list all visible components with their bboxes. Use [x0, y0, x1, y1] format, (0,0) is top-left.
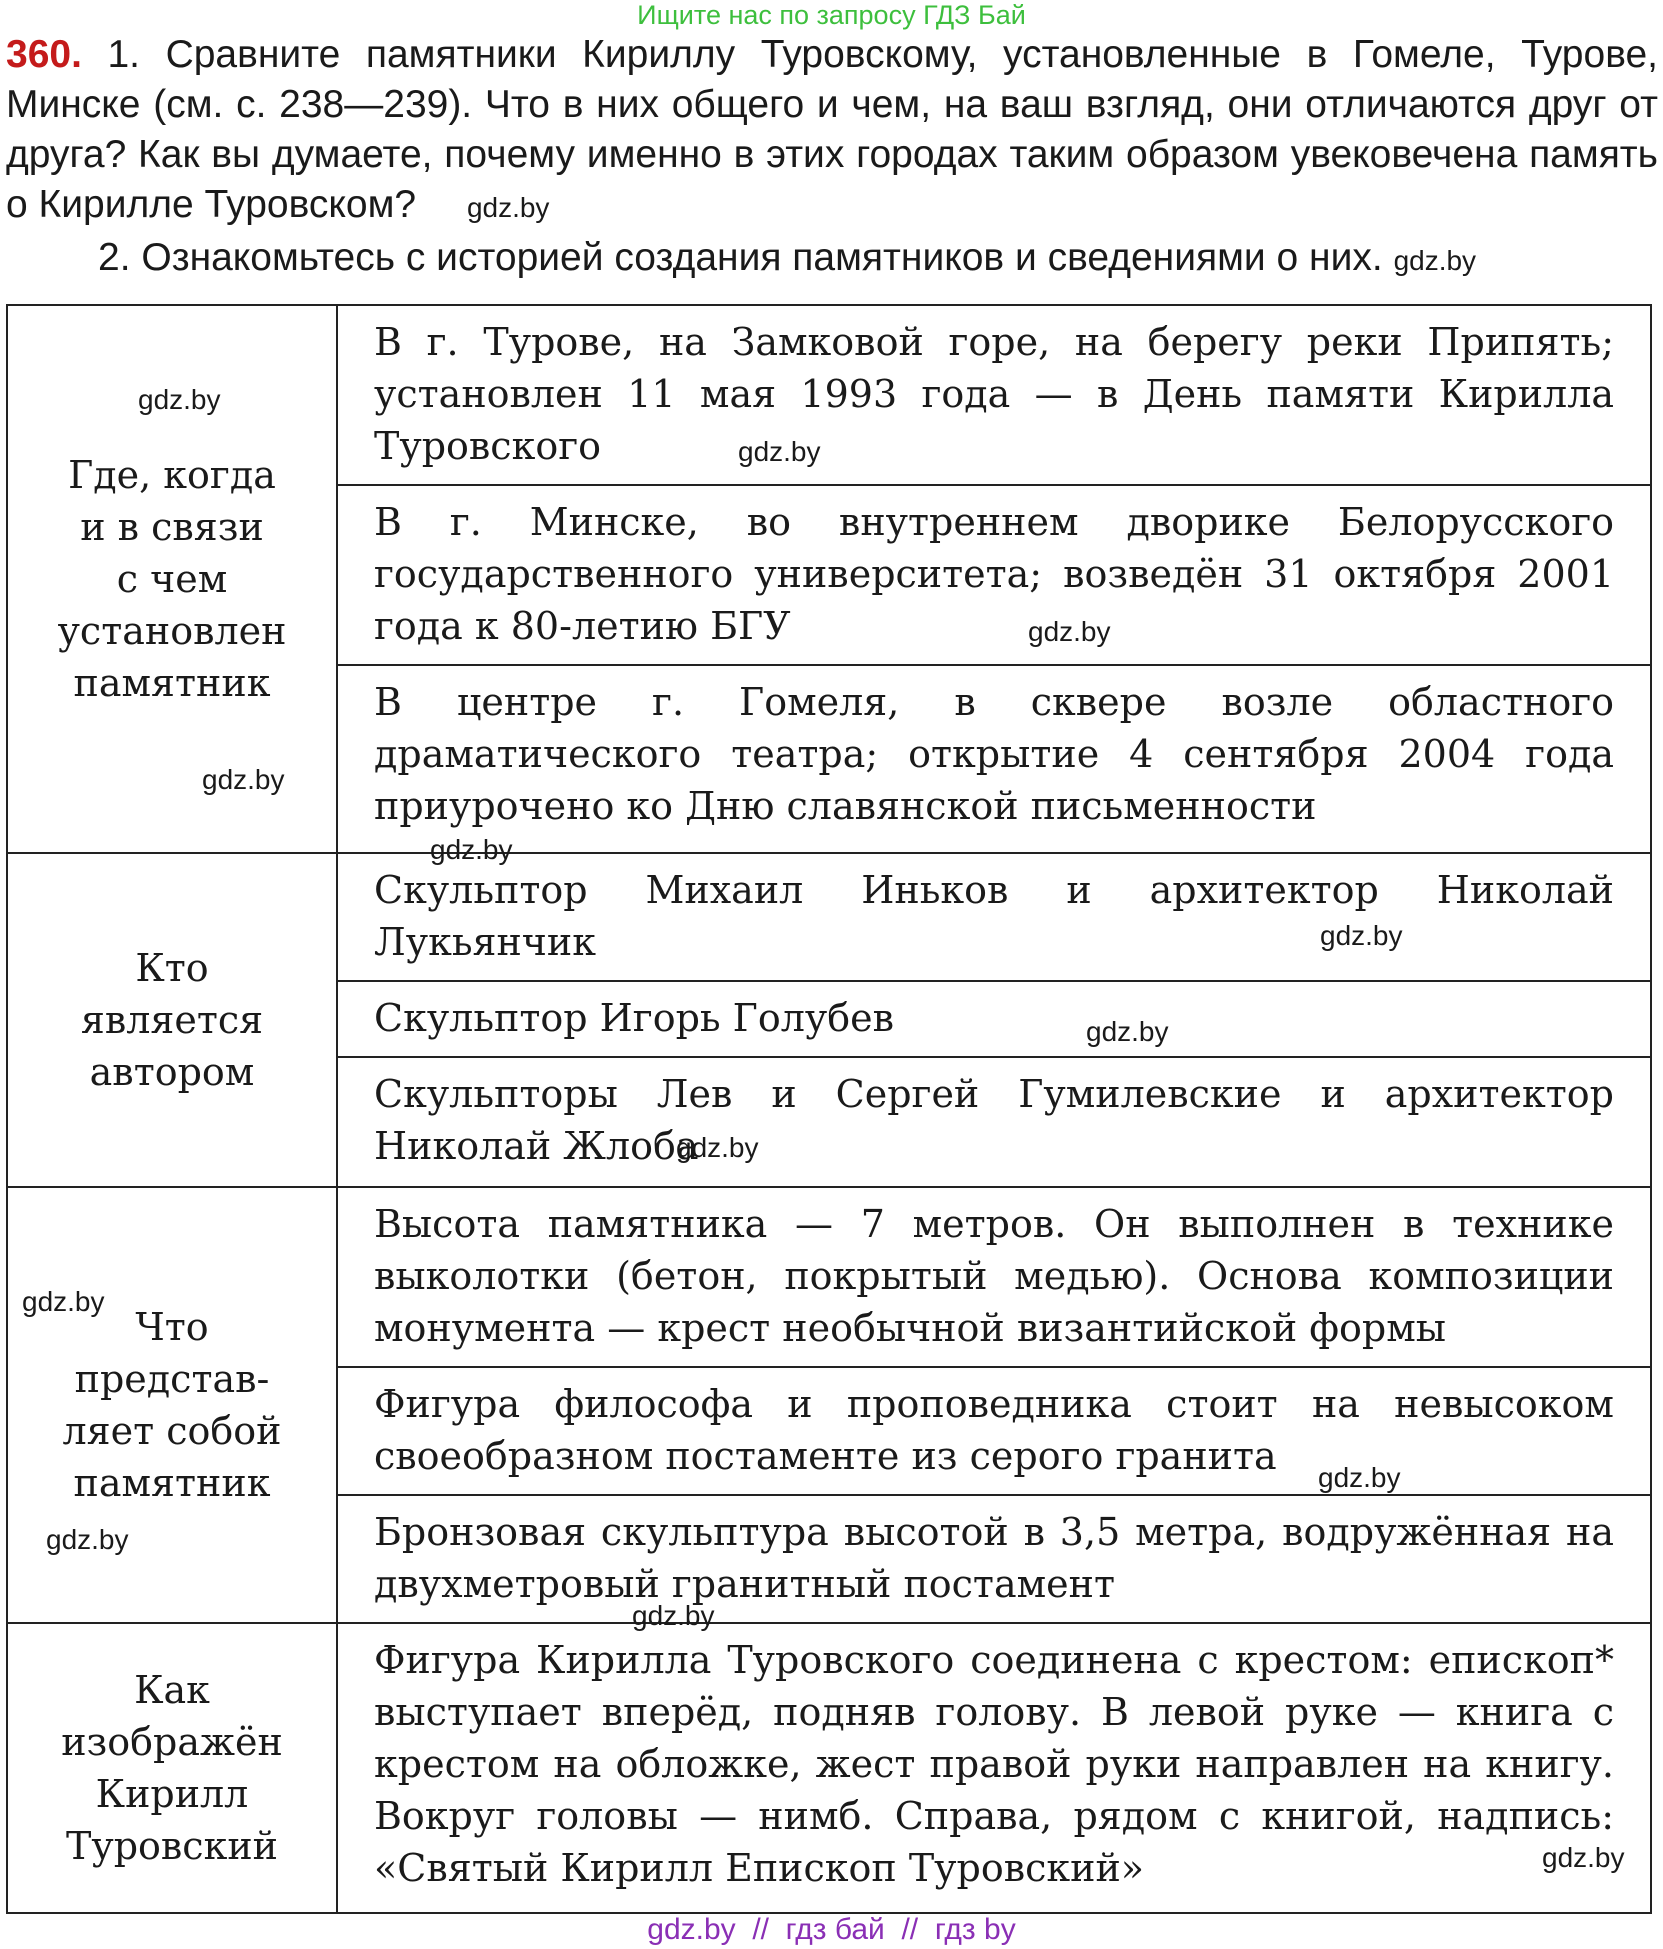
watermark: gdz.by	[676, 1132, 759, 1163]
watermark: gdz.by	[202, 764, 285, 795]
row-label: Что представ- ляет собой памятник	[8, 1188, 338, 1622]
task-line-1: 1. Сравните памятники Кириллу Туровскому, установленные в Гомеле, Турове, Минске (см. с. 238—239). Что в них общего и чем, на ваш взгляд, они отличаются друг от друга? Как вы думаете, почему именно в этих городах таким образом увековечена память о Кирилле Туровском?	[6, 33, 1658, 226]
table-row	[8, 854, 1650, 1188]
table-cell: В г. Турове, на Замковой горе, на берегу реки Припять; установлен 11 мая 1993 года — в День памяти Кирилла Туровского	[338, 306, 1650, 486]
table-cell: В г. Минске, во внутреннем дворике Белорусского государственного университета; возведён 31 октября 2001 года к 80-летию БГУ	[338, 486, 1650, 666]
table-row	[8, 1624, 1650, 1912]
task-paragraph-1	[6, 30, 1658, 233]
top-banner: Ищите нас по запросу ГДЗ Бай	[637, 0, 1026, 30]
watermark: gdz.by	[138, 384, 221, 415]
task-text	[6, 30, 1658, 286]
footer: gdz.by // гдз бай // гдз by	[647, 1913, 1016, 1946]
task-line-2: 2. Ознакомьтесь с историей создания памятников и сведениями о них.	[98, 236, 1383, 279]
watermark: gdz.by	[430, 834, 513, 865]
watermark: gdz.by	[632, 1600, 715, 1631]
watermark: gdz.by	[46, 1524, 129, 1555]
table-cell: Скульпторы Лев и Сергей Гумилевские и архитектор Николай Жлоба	[374, 1072, 1614, 1168]
watermark: gdz.by	[1393, 245, 1477, 276]
table-cell: Фигура Кирилла Туровского соединена с крестом: епископ* выступает вперёд, подняв голову. В левой руке — книга с крестом на обложке, жест правой руки направлен на книгу. Вокруг головы — нимб. Справа, рядом с книгой, надпись: «Святый Кирилл Епископ Туровский»	[374, 1638, 1614, 1890]
watermark: gdz.by	[22, 1286, 105, 1317]
watermark: gdz.by	[1318, 1462, 1401, 1493]
table-cell: Фигура философа и проповедника стоит на невысоком своеобразном постаменте из серого гранита	[338, 1368, 1650, 1496]
info-table	[6, 304, 1652, 1914]
table-cell: Скульптор Игорь Голубев	[338, 982, 1650, 1058]
watermark: gdz.by	[1320, 920, 1403, 951]
row-label: Где, когда и в связи с чем установлен памятник	[8, 306, 338, 852]
row-label: Как изображён Кирилл Туровский	[8, 1624, 338, 1912]
table-cell: Бронзовая скульптура высотой в 3,5 метра, водружённая на двухметровый гранитный постамент	[374, 1510, 1614, 1606]
row-label: Кто является автором	[8, 854, 338, 1186]
table-cell: Высота памятника — 7 метров. Он выполнен в технике выколотки (бетон, покрытый медью). Основа композиции монумента — крест необычной византийской формы	[338, 1188, 1650, 1368]
table-row	[8, 1188, 1650, 1624]
watermark: gdz.by	[1086, 1016, 1169, 1047]
task-paragraph-2	[6, 233, 1658, 286]
table-cell: В центре г. Гомеля, в сквере возле областного драматического театра; открытие 4 сентября 2004 года приурочено ко Дню славянской письменности	[374, 680, 1614, 828]
table-cell: Скульптор Михаил Иньков и архитектор Николай Лукьянчик	[338, 854, 1650, 982]
watermark: gdz.by	[466, 192, 550, 223]
task-number: 360.	[6, 33, 82, 76]
watermark: gdz.by	[1028, 616, 1111, 647]
watermark: gdz.by	[1542, 1842, 1625, 1873]
watermark: gdz.by	[738, 436, 821, 467]
